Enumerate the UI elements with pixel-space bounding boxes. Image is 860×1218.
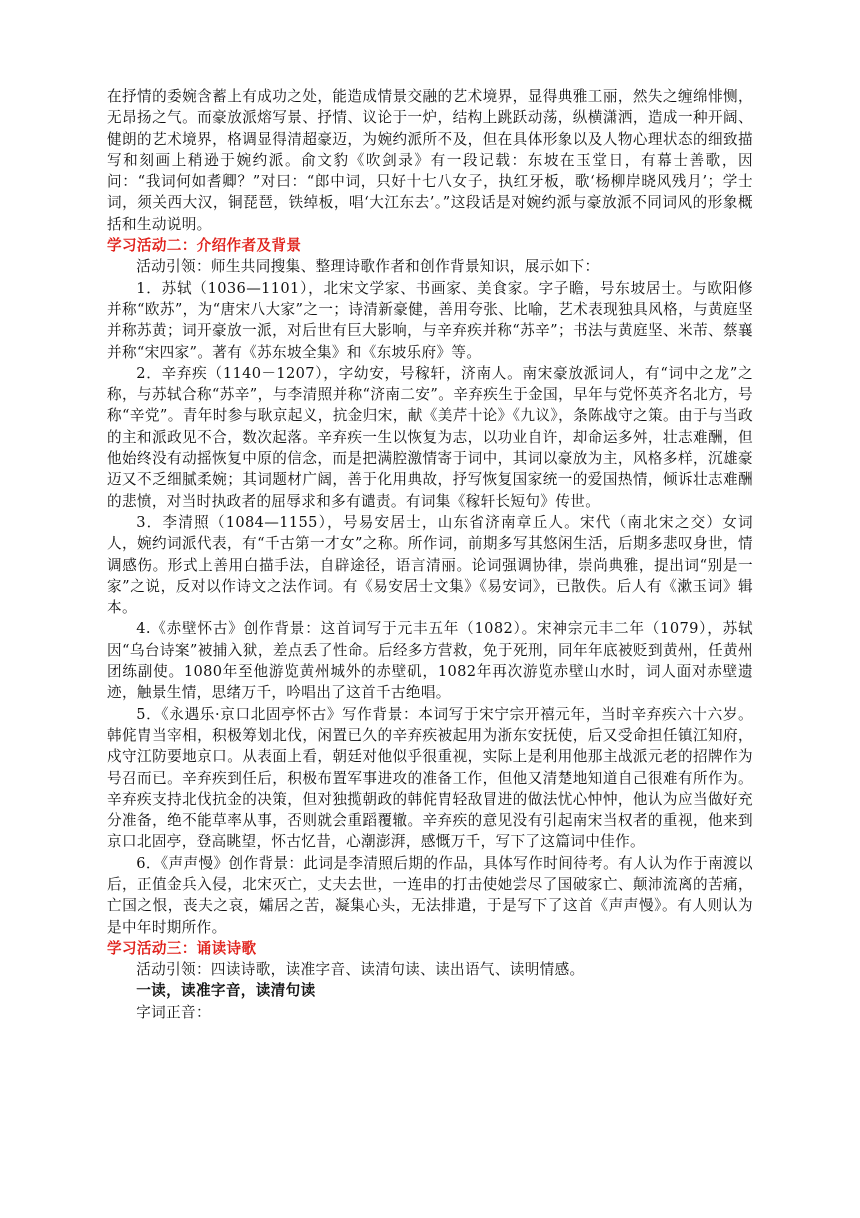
paragraph-activity-3-guide: 活动引领：四读诗歌，读准字音、读清句读、读出语气、读明情感。 [136,961,585,979]
paragraph-shengshengman-background: 6．《声声慢》创作背景：此词是李清照后期的作品，具体写作时间待考。有人认为作于南渡以后，正值金兵入侵，北宋灭亡，丈夫去世，一连串的打击使她尝尽了国破家亡、颠沛流离的苦痛，亡国之恨，丧夫之哀，孀居之苦，凝集心头，无法排遣，于是写下了这首《声声慢》。有人则认为是中年时期所作。 [107,854,753,936]
paragraph-xin-qiji: 2．辛弃疾（1140－1207），字幼安，号稼轩，济南人。南宋豪放派词人，有“词中之龙”之称，与苏轼合称“苏辛”，与李清照并称“济南二安”。辛弃疾生于金国，早年与党怀英齐名北方，号称“辛党”。青年时参与耿京起义，抗金归宋，献《美芹十论》《九议》，条陈战守之策。由于与当政的主和派政见不合，数次起落。辛弃疾一生以恢复为志，以功业自许，却命运多舛，壮志难酬，但他始终没有动摇恢复中原的信念，而是把满腔激情寄于词中，其词以豪放为主，风格多样，沉雄豪迈又不乏细腻柔婉；其词题材广阔，善于化用典故，抒写恢复国家统一的爱国热情，倾诉壮志难酬的悲愤，对当时执政者的屈辱求和多有谴责。有词集《稼轩长短句》传世。 [107,364,753,510]
paragraph-yongyule-background: 5．《永遇乐·京口北固亭怀古》写作背景：本词写于宋宁宗开禧元年，当时辛弃疾六十六岁。韩侂胄当宰相，积极筹划北伐，闲置已久的辛弃疾被起用为浙东安抚使，后又受命担任镇江知府，戍守江防要地京口。从表面上看，朝廷对他似乎很重视，实际上是利用他那主战派元老的招牌作为号召而已。辛弃疾到任后，积极布置军事进攻的准备工作，但他又清楚地知道自己很难有所作为。辛弃疾支持北伐抗金的决策，但对独揽朝政的韩侂胄轻敌冒进的做法忧心忡忡，他认为应当做好充分准备，绝不能草率从事，否则就会重蹈覆辙。辛弃疾的意见没有引起南宋当权者的重视，他来到京口北固亭，登高眺望，怀古忆昔，心潮澎湃，感慨万千，写下了这篇词中佳作。 [107,705,753,851]
subheading-first-reading: 一读，读准字音，读清句读 [136,982,316,1000]
paragraph-activity-2-guide: 活动引领：师生共同搜集、整理诗歌作者和创作背景知识，展示如下： [136,258,600,276]
paragraph-wanyue-haofang: 在抒情的委婉含蓄上有成功之处，能造成情景交融的艺术境界，显得典雅工丽，然失之缠绵悱恻，无昂扬之气。而豪放派熔写景、抒情、议论于一炉，结构上跳跃动荡，纵横潇洒，造成一种开阔、健朗的艺术境界，格调显得清超豪迈，为婉约派所不及，但在具体形象以及人物心理状态的细致描写和刻画上稍逊于婉约派。俞文豹《吹剑录》有一段记载：东坡在玉堂日，有幕士善歌，因问：“我词何如耆卿？”对曰：“郎中词，只好十七八女子，执红牙板，歌‘杨柳岸晓风残月’；学士词，须关西大汉，铜琵琶，铁绰板，唱‘大江东去’。”这段话是对婉约派与豪放派不同词风的形象概括和生动说明。 [107,88,753,233]
document-page [107,86,753,1023]
heading-activity-3: 学习活动三：诵读诗歌 [107,939,257,957]
paragraph-pronunciation: 字词正音： [136,1003,211,1021]
paragraph-su-shi: 1．苏轼（1036—1101），北宋文学家、书画家、美食家。字子瞻，号东坡居士。与欧阳修并称“欧苏”，为“唐宋八大家”之一；诗清新豪健，善用夸张、比喻，艺术表现独具风格，与黄庭坚并称苏黄；词开豪放一派，对后世有巨大影响，与辛弃疾并称“苏辛”；书法与黄庭坚、米芾、蔡襄并称“宋四家”。著有《苏东坡全集》和《东坡乐府》等。 [107,279,753,361]
paragraph-li-qingzhao: 3．李清照（1084—1155），号易安居士，山东省济南章丘人。宋代（南北宋之交）女词人，婉约词派代表，有“千古第一才女”之称。所作词，前期多写其悠闲生活，后期多悲叹身世，情调感伤。形式上善用白描手法，自辟途径，语言清丽。论词强调协律，崇尚典雅，提出词“别是一家”之说，反对以作诗文之法作词。有《易安居士文集》《易安词》，已散佚。后人有《漱玉词》辑本。 [107,513,753,617]
heading-activity-2: 学习活动二：介绍作者及背景 [107,237,302,255]
paragraph-chibi-background: 4.《赤壁怀古》创作背景：这首词写于元丰五年（1082）。宋神宗元丰二年（1079），苏轼因“乌台诗案”被捕入狱，差点丢了性命。后经多方营救，免于死刑，同年年底被贬到黄州，任黄州团练副使。1080年至他游览黄州城外的赤壁矶，1082年再次游览赤壁山水时，词人面对赤壁遗迹，触景生情，思绪万千，吟唱出了这首千古绝唱。 [107,620,753,702]
